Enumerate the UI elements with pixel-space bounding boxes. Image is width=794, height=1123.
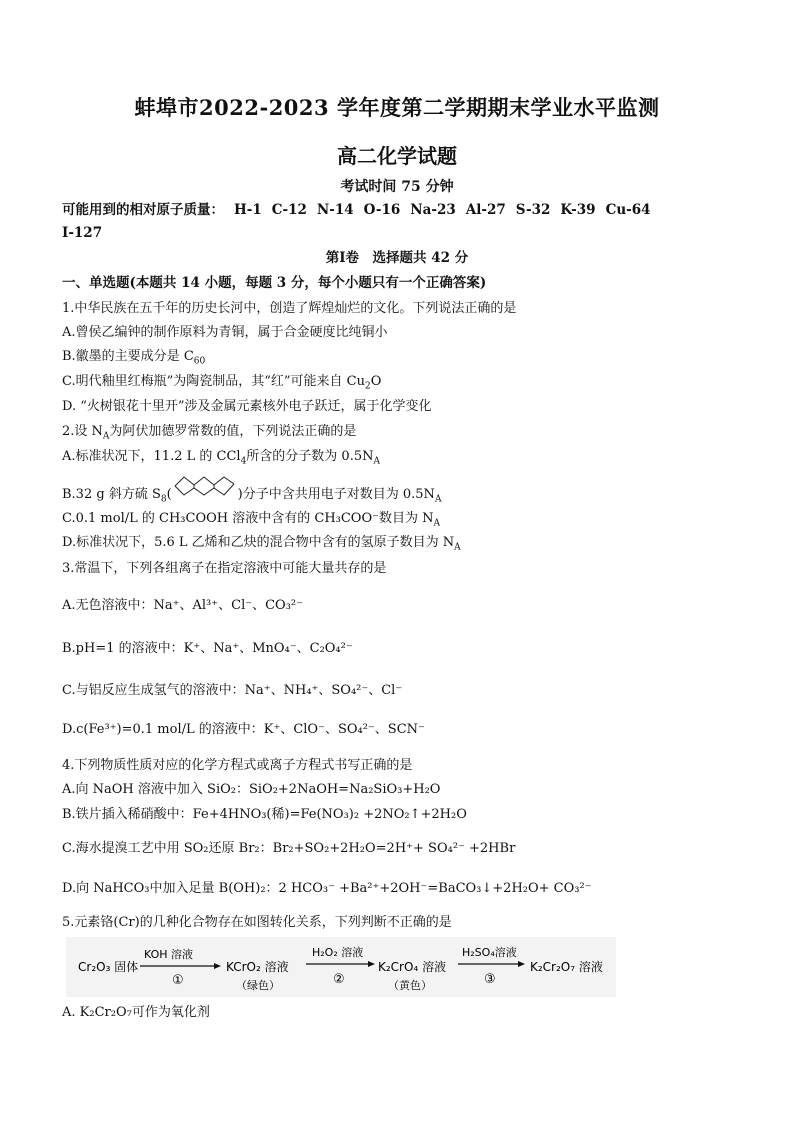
q1-option-d: D. “火树银花十里开”涉及金属元素核外电子跃迁，属于化学变化 — [62, 399, 432, 414]
exam-title: 蚌埠市2022-2023 学年度第二学期期末学业水平监测 — [134, 95, 660, 120]
q1-b-text: B.徽墨的主要成分是 C — [62, 349, 194, 364]
q1-c-sub: 2 — [365, 381, 371, 392]
scheme-product: K₂Cr₂O₇ 溶液 — [530, 960, 603, 974]
q5-stem: 5.元素铬(Cr)的几种化合物存在如图转化关系，下列判断不正确的是 — [62, 915, 452, 930]
q4-stem: 4.下列物质性质对应的化学方程式或离子方程式书写正确的是 — [62, 758, 413, 773]
q2-option-b — [62, 486, 441, 504]
q2-c-sub: A — [433, 518, 440, 529]
q2-stem — [62, 423, 356, 441]
q2-option-a — [62, 448, 380, 466]
exam-subtitle: 高二化学试题 — [337, 144, 457, 168]
q2-d-text: D.标准状况下，5.6 L 乙烯和乙炔的混合物中含有的氢原子数目为 N — [62, 535, 455, 550]
q2-a-sub: 4 — [240, 456, 247, 467]
q1-option-c — [62, 373, 381, 391]
q1-stem: 1.中华民族在五千年的历史长河中，创造了辉煌灿烂的文化。下列说法正确的是 — [62, 301, 517, 316]
chromium-conversion-scheme — [66, 937, 616, 997]
q2-b-post: 分子中含共用电子对数目为 0.5N — [242, 487, 435, 502]
scheme-step-1: ① — [172, 973, 184, 988]
q2-a-mid: 所含的分子数为 0.5N — [246, 449, 374, 464]
atomic-mass-item: Al-27 — [465, 202, 506, 218]
scheme-reagent-3: H₂SO₄溶液 — [462, 946, 517, 959]
scheme-reagent-1: KOH 溶液 — [144, 948, 194, 961]
q2-a-sub2: A — [373, 456, 380, 467]
scheme-start: Cr₂O₃ 固体 — [78, 960, 139, 974]
atomic-mass-extra: I-127 — [62, 225, 103, 241]
q2-d-sub: A — [454, 542, 461, 553]
q2-stem-sub: A — [102, 431, 110, 442]
q1-c-text: C.明代釉里红梅瓶”为陶瓷制品，其“红”可能来自 Cu — [62, 374, 366, 389]
atomic-mass-line — [62, 201, 661, 219]
s8-ring-structure-icon — [172, 470, 238, 498]
arrow-1-head — [214, 963, 221, 969]
q2-option-c — [62, 510, 440, 528]
q4-option-d: D.向 NaHCO₃中加入足量 B(OH)₂：2 HCO₃⁻ +Ba²⁺+2OH⁻=BaCO₃↓+2H₂O+ CO₃²⁻ — [62, 881, 592, 896]
scheme-intermediate-2-color: （黄色） — [388, 979, 432, 992]
q3-option-c: C.与铝反应生成氢气的溶液中：Na⁺、NH₄⁺、SO₄²⁻、Cl⁻ — [62, 683, 403, 698]
scheme-intermediate-1: KCrO₂ 溶液 — [226, 960, 289, 974]
q3-stem: 3.常温下，下列各组离子在指定溶液中可能大量共存的是 — [62, 561, 387, 576]
scheme-intermediate-1-color: （绿色） — [236, 979, 280, 992]
scheme-step-3: ③ — [484, 972, 496, 987]
atomic-mass-item: C-12 — [271, 202, 307, 218]
q1-b-sub: 60 — [193, 356, 206, 367]
q2-stem-pre: 2.设 N — [62, 424, 103, 439]
q2-a-pre: A.标准状况下，11.2 L 的 CCl — [62, 449, 241, 464]
atomic-mass-item: Cu-64 — [605, 202, 651, 218]
atomic-mass-item: H-1 — [234, 202, 262, 218]
atomic-mass-item: Na-23 — [410, 202, 456, 218]
q5-option-a: A. K₂Cr₂O₇可作为氧化剂 — [62, 1005, 210, 1020]
part-title: 第Ⅰ卷 选择题共 42 分 — [325, 250, 469, 266]
paren-open: ( — [166, 487, 172, 502]
q4-option-a: A.向 NaOH 溶液中加入 SiO₂：SiO₂+2NaOH=Na₂SiO₃+H₂O — [62, 782, 441, 797]
q2-b-sub: 8 — [160, 494, 167, 505]
section-heading: 一、单选题(本题共 14 小题，每题 3 分，每个小题只有一个正确答案) — [62, 275, 487, 291]
atomic-mass-item: N-14 — [316, 202, 354, 218]
q1-option-a: A.曾侯乙编钟的制作原料为青铜，属于合金硬度比纯铜小 — [62, 325, 388, 340]
q2-stem-post: 为阿伏加德罗常数的值，下列说法正确的是 — [109, 424, 357, 439]
scheme-reagent-2: H₂O₂ 溶液 — [312, 946, 364, 959]
q1-c-post: O — [370, 374, 382, 389]
q4-option-b: B.铁片插入稀硝酸中：Fe+4HNO₃(稀)=Fe(NO₃)₂ +2NO₂↑+2H₂O — [62, 807, 467, 822]
arrow-3-head — [518, 961, 525, 967]
q3-option-a: A.无色溶液中：Na⁺、Al³⁺、Cl⁻、CO₃²⁻ — [62, 598, 303, 613]
q3-option-b: B.pH=1 的溶液中：K⁺、Na⁺、MnO₄⁻、C₂O₄²⁻ — [62, 641, 353, 656]
paren-close: ) — [237, 487, 243, 502]
q1-option-b — [62, 348, 205, 366]
q2-c-text: C.0.1 mol/L 的 CH₃COOH 溶液中含有的 CH₃COO⁻数目为 N — [62, 511, 434, 526]
atomic-mass-item: O-16 — [363, 202, 401, 218]
atomic-mass-item: K-39 — [560, 202, 596, 218]
q4-option-c: C.海水提溴工艺中用 SO₂还原 Br₂：Br₂+SO₂+2H₂O=2H⁺+ SO₄²⁻ +2HBr — [62, 841, 516, 856]
scheme-step-2: ② — [333, 972, 345, 987]
atomic-mass-label: 可能用到的相对原子质量： — [62, 202, 224, 218]
q2-option-d — [62, 534, 461, 552]
exam-time: 考试时间 75 分钟 — [340, 179, 454, 195]
q2-b-sub2: A — [434, 494, 442, 505]
atomic-mass-item: S-32 — [515, 202, 551, 218]
q3-option-d: D.c(Fe³⁺)=0.1 mol/L 的溶液中：K⁺、ClO⁻、SO₄²⁻、SCN⁻ — [62, 722, 425, 737]
q2-b-pre: B.32 g 斜方硫 S — [62, 487, 161, 502]
arrow-2-head — [368, 961, 375, 967]
scheme-intermediate-2: K₂CrO₄ 溶液 — [378, 960, 447, 974]
